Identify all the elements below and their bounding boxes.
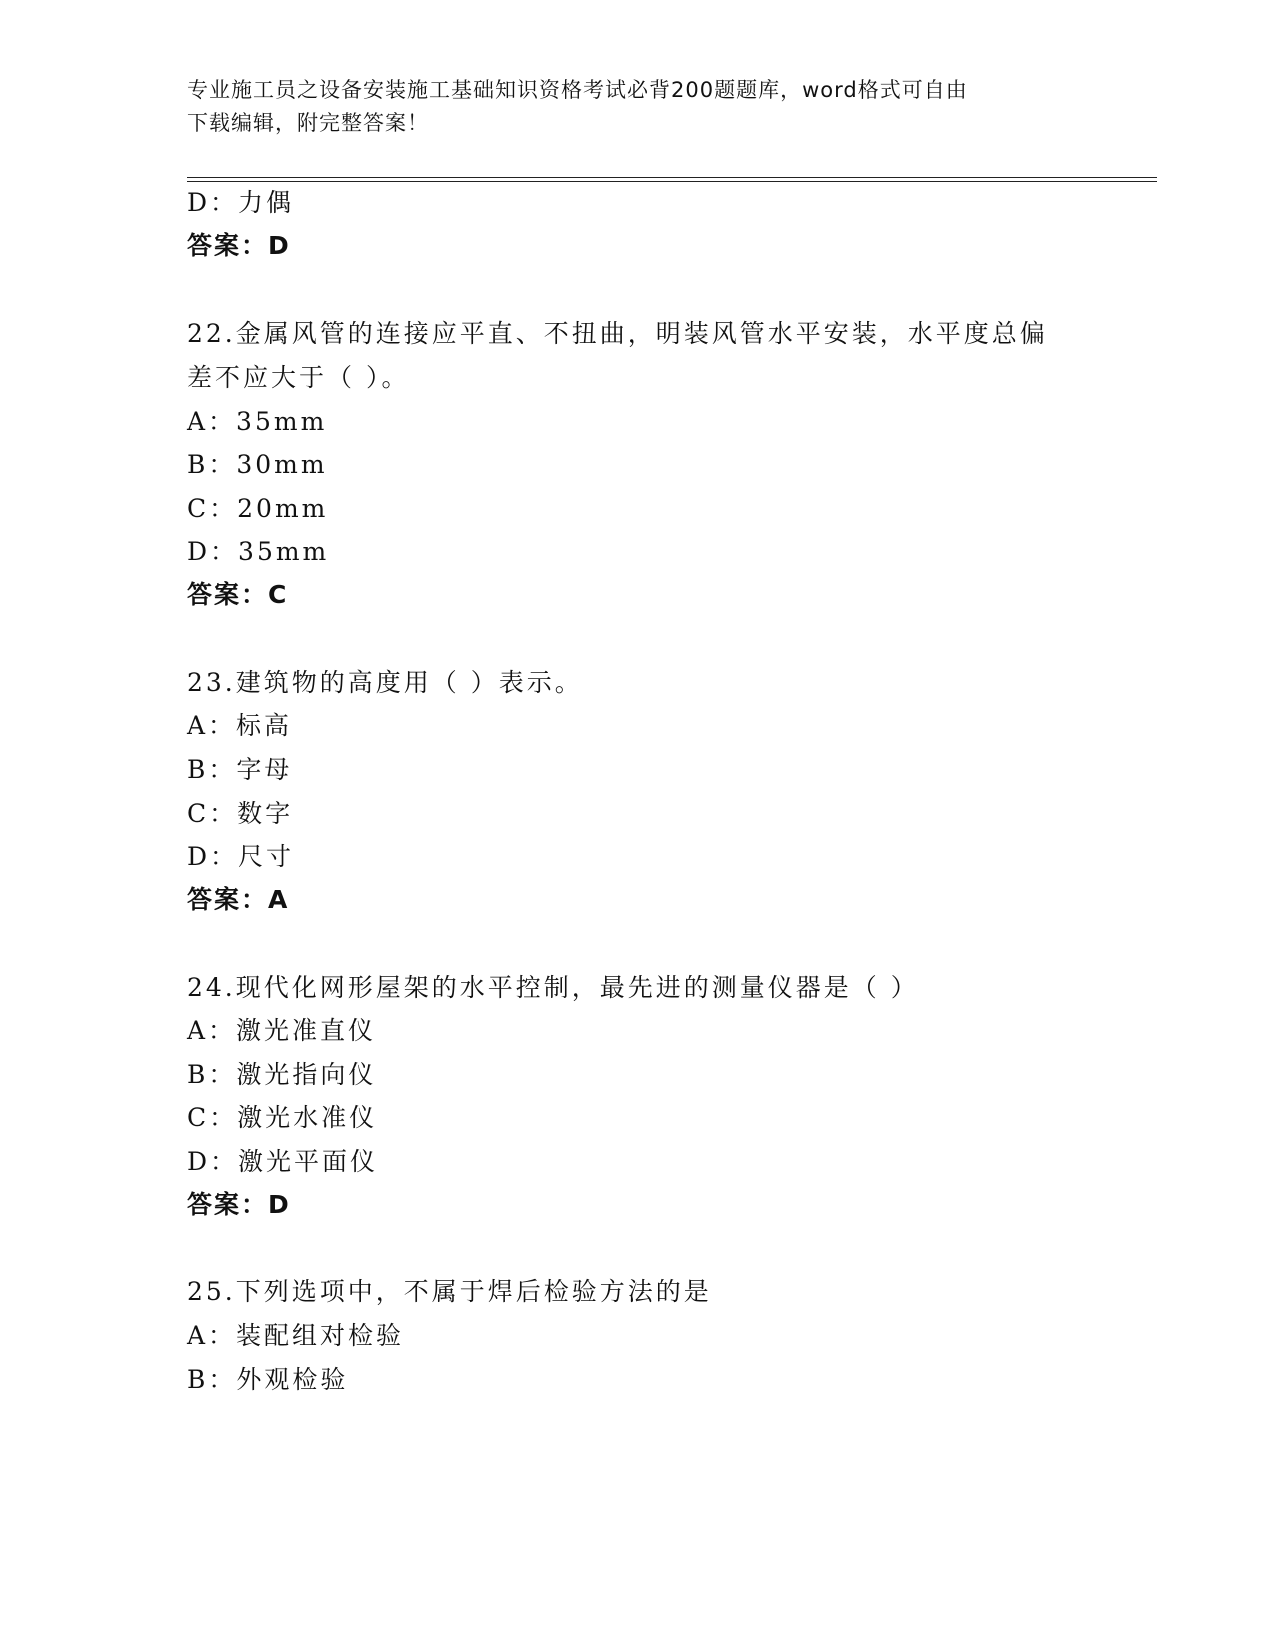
option-line: C：激光水准仪 xyxy=(187,1103,378,1132)
header-line-2: 下载编辑，附完整答案！ xyxy=(187,111,429,135)
option-line: A：35mm xyxy=(187,407,328,436)
question-line: 24.现代化网形屋架的水平控制，最先进的测量仪器是（ ） xyxy=(187,973,919,1002)
document-header xyxy=(187,74,1087,140)
option-line: D：力偶 xyxy=(187,188,295,217)
question-line: 25.下列选项中，不属于焊后检验方法的是 xyxy=(187,1277,712,1306)
question-line: 22.金属风管的连接应平直、不扭曲，明装风管水平安装，水平度总偏 xyxy=(187,319,1048,348)
answer-line: 答案：A xyxy=(187,885,290,914)
option-line: C：20mm xyxy=(187,494,329,523)
option-line: A：标高 xyxy=(187,711,293,740)
option-line: B：字母 xyxy=(187,755,293,784)
option-line: C：数字 xyxy=(187,799,294,828)
option-line: B：激光指向仪 xyxy=(187,1060,377,1089)
option-line: B：30mm xyxy=(187,450,328,479)
option-line: A：装配组对检验 xyxy=(187,1321,405,1350)
option-line: B：外观检验 xyxy=(187,1365,349,1394)
question-line: 差不应大于（ ）。 xyxy=(187,363,410,392)
answer-line: 答案：D xyxy=(187,1190,291,1219)
option-line: D：激光平面仪 xyxy=(187,1147,379,1176)
option-line: D：尺寸 xyxy=(187,842,295,871)
answer-line: 答案：C xyxy=(187,580,289,609)
header-line-1: 专业施工员之设备安装施工基础知识资格考试必背200题题库，word格式可自由 xyxy=(187,78,968,102)
option-line: A：激光准直仪 xyxy=(187,1016,377,1045)
question-line: 23.建筑物的高度用（ ）表示。 xyxy=(187,668,583,697)
option-line: D：35mm xyxy=(187,537,330,566)
answer-line: 答案：D xyxy=(187,231,291,260)
header-divider xyxy=(187,177,1157,182)
